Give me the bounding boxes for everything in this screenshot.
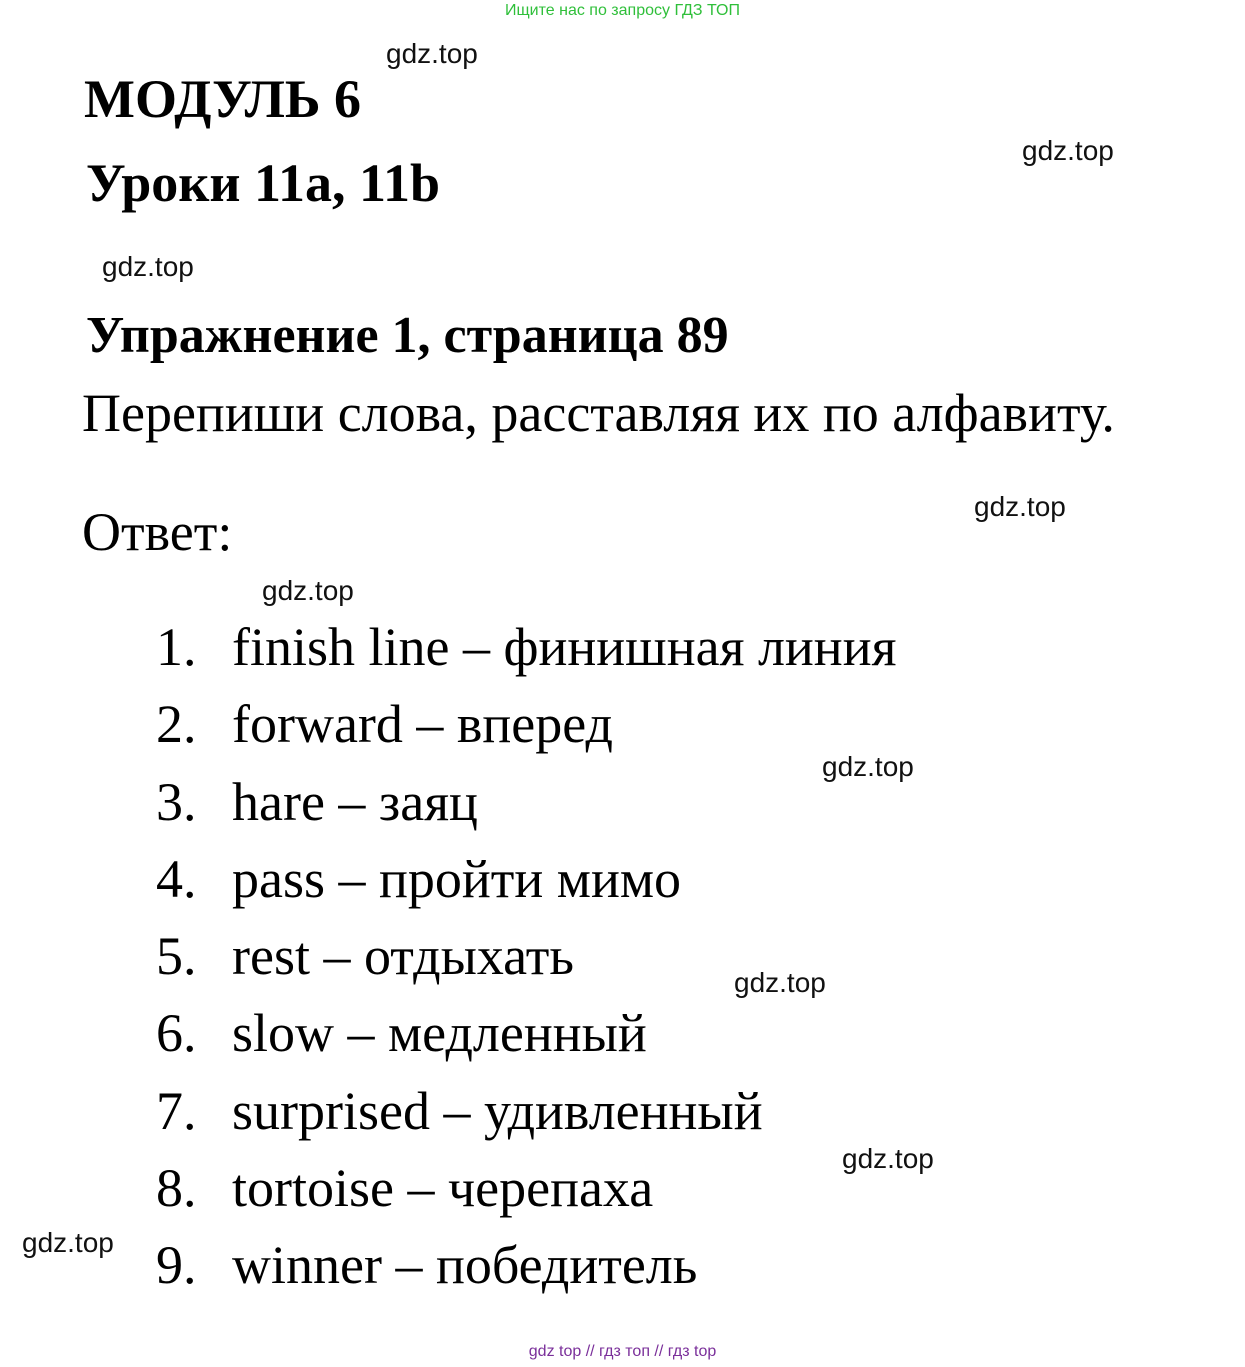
item-text: slow – медленный xyxy=(232,1003,647,1064)
item-text: tortoise – черепаха xyxy=(232,1158,654,1219)
watermark: gdz.top xyxy=(102,251,194,282)
item-text: finish line – финишная линия xyxy=(232,617,897,677)
exercise-title: Упражнение 1, страница 89 xyxy=(86,307,729,364)
item-number: 2. xyxy=(156,694,197,755)
watermark: gdz.top xyxy=(822,751,914,782)
footer-links[interactable]: gdz top // гдз топ // гдз top xyxy=(528,1343,717,1360)
watermark: gdz.top xyxy=(734,967,826,998)
item-number: 4. xyxy=(156,848,197,909)
item-text: surprised – удивленный xyxy=(232,1080,763,1141)
item-number: 7. xyxy=(156,1080,197,1141)
item-text: rest – отдыхать xyxy=(232,926,574,987)
module-heading: МОДУЛЬ 6 xyxy=(84,69,362,129)
watermark: gdz.top xyxy=(386,38,478,69)
lessons-heading: Уроки 11a, 11b xyxy=(86,153,441,213)
item-number: 3. xyxy=(156,771,197,832)
item-number: 5. xyxy=(156,926,197,987)
watermark: gdz.top xyxy=(842,1143,934,1174)
watermark: gdz.top xyxy=(22,1227,114,1258)
top-banner[interactable]: Ищите нас по запросу ГДЗ ТОП xyxy=(505,2,740,19)
item-number: 1. xyxy=(156,617,197,677)
item-number: 9. xyxy=(156,1235,197,1296)
exercise-task: Перепиши слова, расставляя их по алфавиту. xyxy=(82,383,1115,443)
answer-label: Ответ: xyxy=(82,502,233,562)
watermark: gdz.top xyxy=(262,575,354,606)
item-number: 8. xyxy=(156,1158,197,1219)
item-text: hare – заяц xyxy=(232,771,478,832)
item-text: winner – победитель xyxy=(232,1235,698,1296)
watermark: gdz.top xyxy=(974,491,1066,522)
item-number: 6. xyxy=(156,1003,197,1064)
item-text: pass – пройти мимо xyxy=(232,848,682,909)
item-text: forward – вперед xyxy=(232,694,614,755)
watermark: gdz.top xyxy=(1022,135,1114,166)
